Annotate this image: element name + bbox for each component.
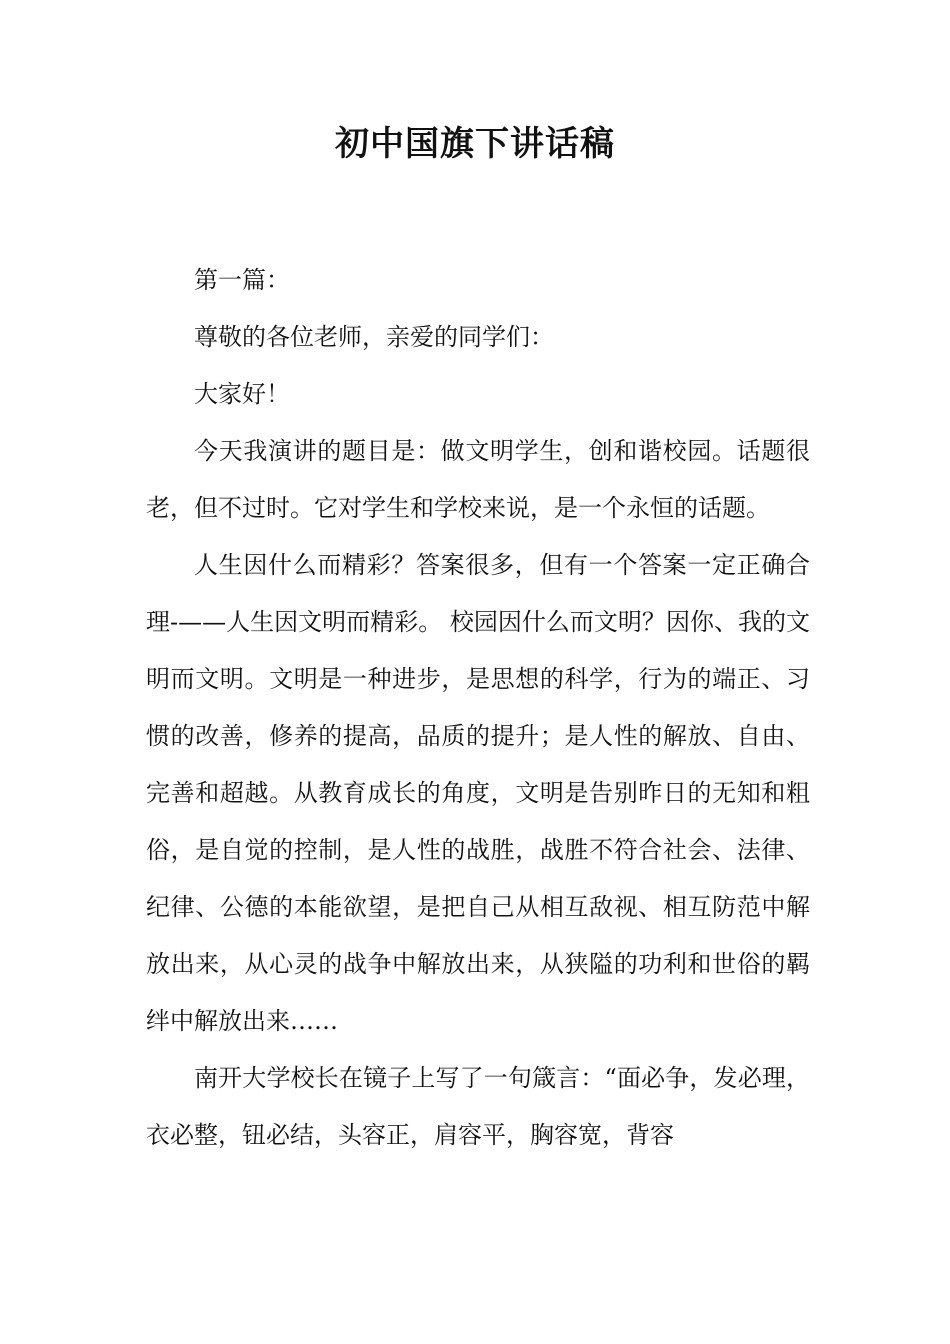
paragraph-salutation: 尊敬的各位老师，亲爱的同学们： (194, 323, 554, 351)
paragraph-greeting: 大家好！ (194, 380, 290, 408)
paragraph-nankai-motto: 南开大学校长在镜子上写了一句箴言：“面必争，发必理，衣必整，钮必结，头容正，肩容平，胸容宽，背容 (146, 1064, 810, 1149)
paragraph-topic: 今天我演讲的题目是：做文明学生，创和谐校园。话题很老，但不过时。它对学生和学校来说，是一个永恒的话题。 (146, 437, 810, 522)
document-body (146, 252, 810, 1164)
paragraph-section-label: 第一篇： (194, 266, 290, 294)
paragraph-civilization: 人生因什么而精彩？答案很多，但有一个答案一定正确合理-——人生因文明而精彩。 校园因什么而文明？因你、我的文明而文明。文明是一种进步，是思想的科学，行为的端正、习惯的改善，修养的提高，品质的提升；是人性的解放、自由、完善和超越。从教育成长的角度，文明是告别昨日的无知和粗俗，是自觉的控制，是人性的战胜，战胜不符合社会、法律、纪律、公德的本能欲望，是把自己从相互敌视、相互防范中解放出来，从心灵的战争中解放出来，从狭隘的功利和世俗的羁绊中解放出来…… (146, 551, 810, 1035)
document-title: 初中国旗下讲话稿 (335, 124, 615, 164)
